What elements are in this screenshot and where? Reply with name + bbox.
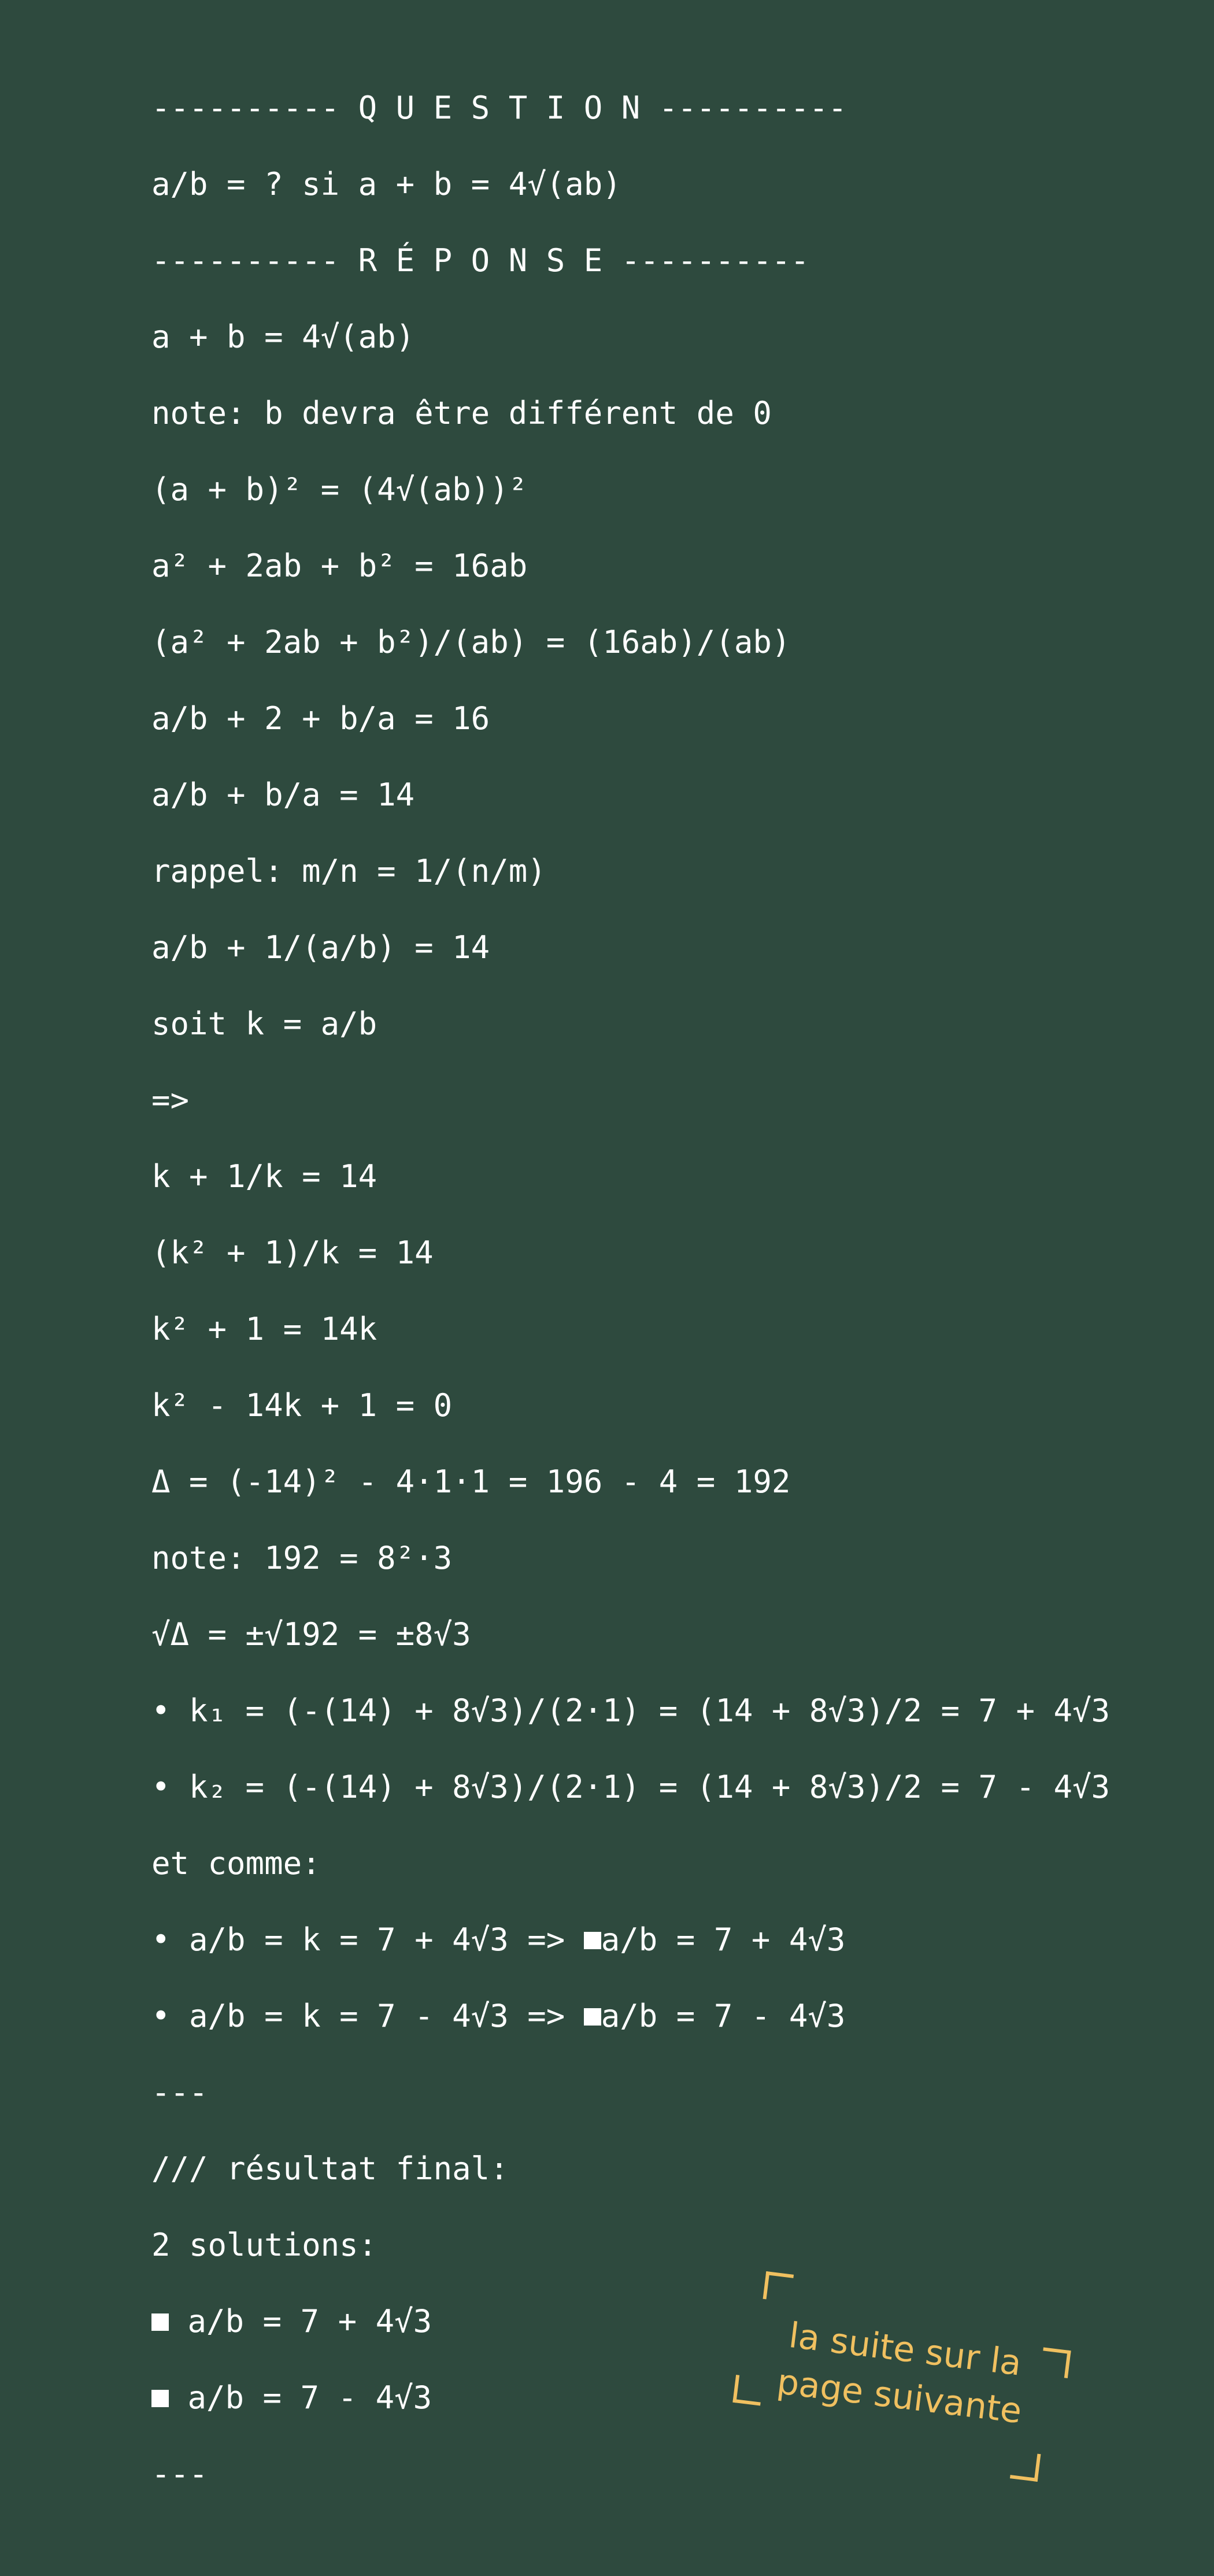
text-line: a + b = 4√(ab) <box>151 319 415 355</box>
solution-text-1: a/b = 7 + 4√3 <box>187 2303 432 2340</box>
text-segment: a/b = 7 - 4√3 <box>601 1998 846 2034</box>
text-line: a² + 2ab + b² = 16ab <box>151 548 528 584</box>
text-line: a/b + 2 + b/a = 16 <box>151 700 490 737</box>
text-line: • k₂ = (-(14) + 8√3)/(2·1) = (14 + 8√3)/2 = 7 - 4√3 <box>151 1769 1111 1805</box>
text-line <box>151 1997 845 2035</box>
text-line: (k² + 1)/k = 14 <box>151 1235 434 1271</box>
solution-item <box>151 2302 432 2341</box>
separator-line: --- <box>151 2074 208 2111</box>
text-line: a/b + b/a = 14 <box>151 777 415 813</box>
text-line: • k₁ = (-(14) + 8√3)/(2·1) = (14 + 8√3)/2 = 7 + 4√3 <box>151 1692 1111 1729</box>
text-line: √Δ = ±√192 = ±8√3 <box>151 1616 471 1653</box>
next-page-note <box>726 2253 1078 2500</box>
corner-bracket-icon <box>1010 2451 1041 2481</box>
text-line: k² + 1 = 14k <box>151 1311 377 1347</box>
solution-text-2: a/b = 7 - 4√3 <box>187 2379 432 2416</box>
text-line: a/b + 1/(a/b) = 14 <box>151 929 490 966</box>
text-segment: • a/b = k = 7 - 4√3 => <box>151 1998 584 2034</box>
text-line: (a² + 2ab + b²)/(ab) = (16ab)/(ab) <box>151 624 791 660</box>
square-bullet-icon <box>584 2008 601 2026</box>
square-bullet-icon <box>151 2313 169 2331</box>
solutions-count: 2 solutions: <box>151 2227 377 2263</box>
question-text: a/b = ? si a + b = 4√(ab) <box>151 166 621 202</box>
question-header: ---------- Q U E S T I O N ---------- <box>151 90 847 126</box>
corner-bracket-icon <box>763 2271 794 2302</box>
square-bullet-icon <box>151 2390 169 2407</box>
text-line: => <box>151 1082 190 1118</box>
text-segment: • a/b = k = 7 + 4√3 => <box>151 1921 584 1958</box>
text-line: soit k = a/b <box>151 1006 377 1042</box>
solution-item <box>151 2379 432 2417</box>
separator-line: --- <box>151 2456 208 2492</box>
text-line: k + 1/k = 14 <box>151 1158 377 1195</box>
text-line: rappel: m/n = 1/(n/m) <box>151 853 546 889</box>
text-line <box>151 1921 845 1959</box>
text-line: note: 192 = 8²·3 <box>151 1540 453 1576</box>
square-bullet-icon <box>584 1932 601 1949</box>
text-line: k² - 14k + 1 = 0 <box>151 1387 453 1424</box>
answer-header: ---------- R É P O N S E ---------- <box>151 242 809 279</box>
next-page-note-text: la suite sur la page suivante <box>775 2315 1024 2432</box>
text-segment: a/b = 7 + 4√3 <box>601 1921 846 1958</box>
final-result-label: /// résultat final: <box>151 2150 509 2187</box>
text-line: Δ = (-14)² - 4·1·1 = 196 - 4 = 192 <box>151 1463 791 1500</box>
text-line: (a + b)² = (4√(ab))² <box>151 471 528 508</box>
text-line: note: b devra être différent de 0 <box>151 395 772 431</box>
text-line: et comme: <box>151 1845 321 1882</box>
